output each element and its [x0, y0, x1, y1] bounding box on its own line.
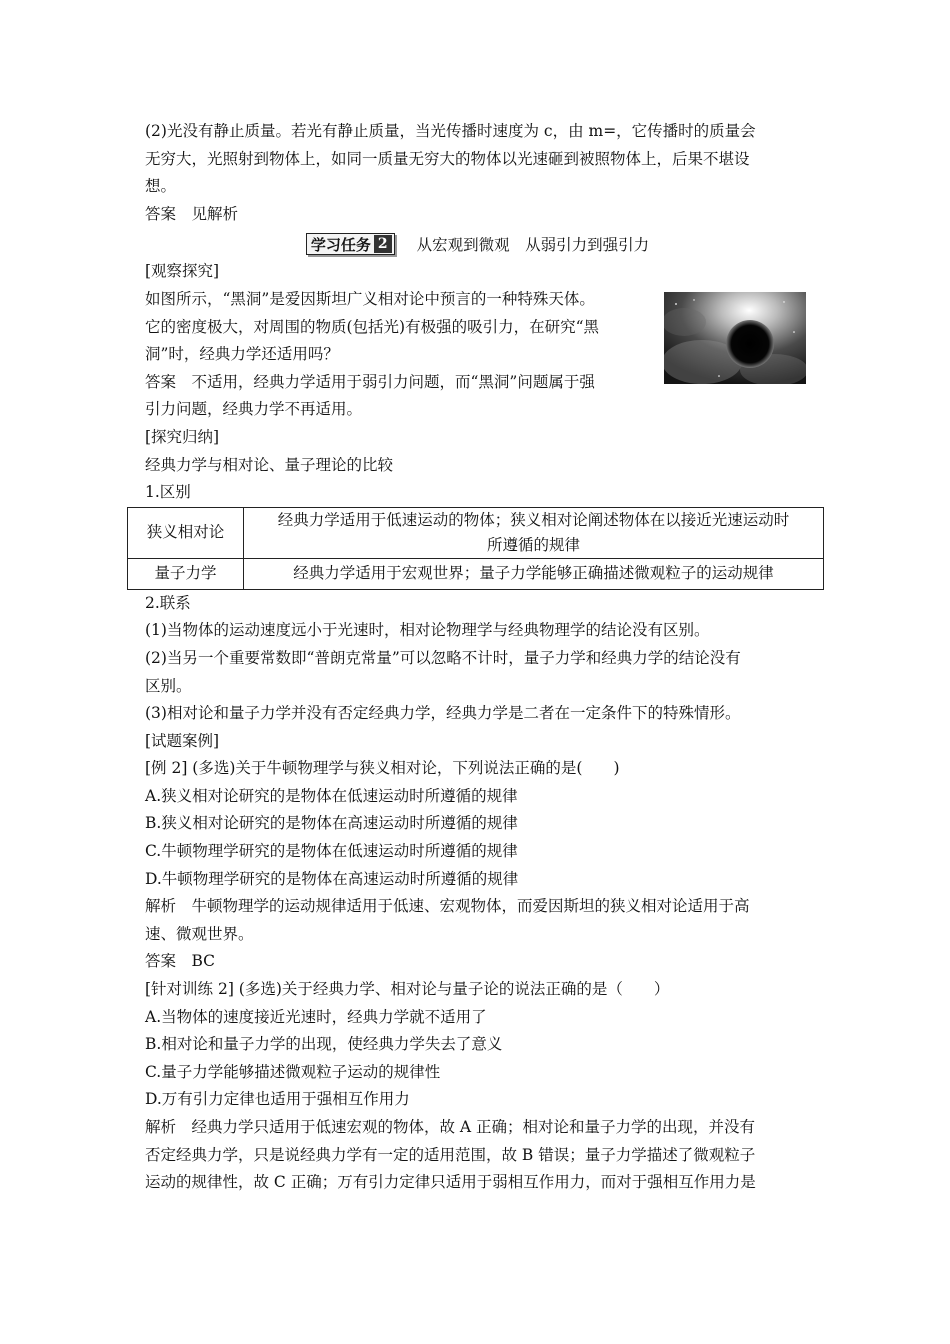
answer-line: 答案 不适用，经典力学适用于弱引力问题，而“黑洞”问题属于强 [145, 372, 595, 391]
cell-line: 所遵循的规律 [486, 535, 580, 554]
task-number: 2 [374, 235, 392, 253]
solution-line: 否定经典力学，只是说经典力学有一定的适用范围，故 B 错误；量子力学描述了微观粒子 [145, 1145, 756, 1164]
task-badge-label: 学习任务 [310, 235, 371, 254]
option: B.相对论和量子力学的出现，使经典力学失去了意义 [145, 1035, 503, 1054]
option: B.狭义相对论研究的是物体在高速运动时所遵循的规律 [145, 814, 518, 833]
task-title: 从宏观到微观 从弱引力到强引力 [416, 236, 650, 255]
paragraph-line: 想。 [145, 177, 177, 196]
table-value-cell: 经典力学适用于宏观世界；量子力学能够正确描述微观粒子的运动规律 [244, 558, 824, 589]
solution-line: 解析 牛顿物理学的运动规律适用于低速、宏观物体，而爱因斯坦的狭义相对论适用于高 [145, 897, 750, 916]
table-value-cell [244, 507, 824, 558]
paragraph-line: 区别。 [145, 676, 192, 695]
paragraph-line: (1)当物体的运动速度远小于光速时，相对论物理学与经典物理学的结论没有区别。 [145, 621, 710, 640]
answer-line: 答案 见解析 [145, 204, 239, 223]
table-row [128, 558, 824, 589]
solution-line: 解析 经典力学只适用于低速宏观的物体，故 A 正确；相对论和量子力学的出现，并没有 [145, 1118, 756, 1136]
table-row [128, 507, 824, 558]
table-key-cell: 量子力学 [128, 558, 244, 589]
list-heading: 1.区别 [145, 483, 191, 502]
answer-line: 答案 BC [145, 952, 216, 971]
cell-line: 经典力学适用于低速运动的物体；狭义相对论阐述物体在以接近光速运动时 [277, 510, 790, 529]
section-heading: [试题案例] [145, 731, 220, 750]
subtitle: 经典力学与相对论、量子理论的比较 [145, 455, 394, 474]
section-heading: [观察探究] [145, 262, 220, 281]
paragraph-line: (3)相对论和量子力学并没有否定经典力学，经典力学是二者在一定条件下的特殊情形。 [145, 704, 741, 723]
paragraph-line: 洞”时，经典力学还适用吗？ [145, 345, 339, 364]
paragraph-line: (2)光没有静止质量。若光有静止质量，当光传播时速度为 c，由 m=，它传播时的质量会 [145, 122, 756, 140]
option: C.量子力学能够描述微观粒子运动的规律性 [145, 1062, 441, 1081]
black-hole-illustration [664, 292, 806, 384]
question: [针对训练 2] (多选)关于经典力学、相对论与量子论的说法正确的是（ ） [145, 980, 670, 999]
task-badge [306, 233, 395, 255]
paragraph-line: (2)当另一个重要常数即“普朗克常量”可以忽略不计时，量子力学和经典力学的结论没有 [145, 648, 741, 667]
option: C.牛顿物理学研究的是物体在低速运动时所遵循的规律 [145, 842, 518, 861]
table-key-cell: 狭义相对论 [128, 507, 244, 558]
solution-line: 速、微观世界。 [145, 924, 254, 943]
question: [例 2] (多选)关于牛顿物理学与狭义相对论，下列说法正确的是( ) [145, 759, 620, 778]
paragraph-line: 无穷大，光照射到物体上，如同一质量无穷大的物体以光速砸到被照物体上，后果不堪设 [145, 149, 750, 168]
black-hole-image [664, 292, 806, 384]
observe-block [145, 286, 810, 424]
paragraph-line: 如图所示，“黑洞”是爱因斯坦广义相对论中预言的一种特殊天体。 [145, 289, 595, 308]
observe-text [145, 286, 655, 424]
option: D.牛顿物理学研究的是物体在高速运动时所遵循的规律 [145, 869, 519, 888]
paragraph-line: 它的密度极大，对周围的物质(包括光)有极强的吸引力，在研究“黑 [145, 317, 600, 336]
document-page [145, 118, 810, 1197]
section-heading: [探究归纳] [145, 427, 220, 446]
solution-line: 运动的规律性，故 C 正确；万有引力定律只适用于弱相互作用力，而对于强相互作用力是 [145, 1173, 756, 1192]
option: A.当物体的速度接近光速时，经典力学就不适用了 [145, 1007, 487, 1026]
option: D.万有引力定律也适用于强相互作用力 [145, 1090, 410, 1109]
task-header [145, 230, 810, 258]
answer-line: 引力问题，经典力学不再适用。 [145, 400, 363, 419]
list-heading: 2.联系 [145, 593, 191, 612]
comparison-table [127, 507, 824, 590]
option: A.狭义相对论研究的是物体在低速运动时所遵循的规律 [145, 786, 518, 805]
